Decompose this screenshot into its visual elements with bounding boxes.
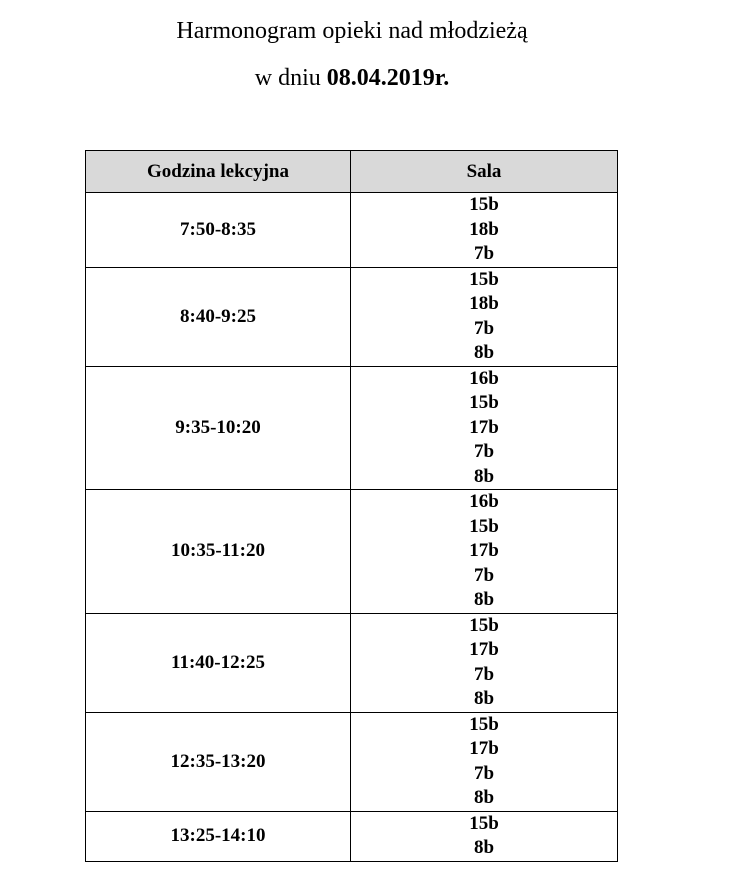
table-row (86, 366, 618, 490)
room-label: 8b (473, 787, 495, 808)
rooms-cell (351, 712, 618, 811)
rooms-cell (351, 490, 618, 614)
table-row (86, 712, 618, 811)
table-row (86, 490, 618, 614)
document-date-line (0, 64, 704, 92)
room-label: 7b (473, 441, 495, 462)
lesson-time-cell: 13:25-14:10 (86, 811, 351, 861)
room-label: 18b (469, 218, 499, 240)
room-label: 15b (469, 812, 499, 834)
lesson-time-cell: 7:50-8:35 (86, 193, 351, 268)
document-title: Harmonogram opieki nad młodzieżą (176, 18, 528, 44)
room-label: 7b (473, 564, 495, 586)
room-label: 17b (469, 639, 499, 660)
lesson-time-cell: 12:35-13:20 (86, 712, 351, 811)
room-label: 18b (469, 293, 499, 314)
column-header-room: Sala (351, 151, 618, 193)
room-label: 17b (469, 540, 499, 561)
table-row (86, 193, 618, 268)
rooms-cell (351, 267, 618, 366)
room-label: 15b (469, 194, 499, 215)
lesson-time-cell: 10:35-11:20 (86, 490, 351, 614)
date-value: 08.04.2019r. (326, 65, 450, 91)
room-label: 7b (473, 317, 495, 339)
room-label: 7b (473, 243, 495, 264)
rooms-cell (351, 811, 618, 861)
schedule-table (85, 150, 618, 862)
room-label: 17b (469, 416, 499, 438)
room-label: 16b (469, 491, 499, 512)
rooms-cell (351, 613, 618, 712)
schedule-body (86, 193, 618, 862)
table-header-row (86, 151, 618, 193)
room-label: 15b (469, 392, 499, 413)
table-row (86, 811, 618, 861)
lesson-time-cell: 9:35-10:20 (86, 366, 351, 490)
rooms-cell (351, 366, 618, 490)
lesson-time-cell: 8:40-9:25 (86, 267, 351, 366)
lesson-time-cell: 11:40-12:25 (86, 613, 351, 712)
room-label: 16b (469, 367, 499, 389)
room-label: 8b (473, 688, 495, 709)
room-label: 17b (469, 738, 499, 759)
table-row (86, 267, 618, 366)
room-label: 15b (469, 268, 499, 290)
room-label: 8b (473, 465, 495, 487)
room-label: 7b (473, 762, 495, 784)
room-label: 15b (469, 515, 499, 537)
room-label: 7b (473, 663, 495, 685)
column-header-time: Godzina lekcyjna (86, 151, 351, 193)
table-row (86, 613, 618, 712)
rooms-cell (351, 193, 618, 268)
room-label: 15b (469, 614, 499, 636)
room-label: 8b (473, 589, 495, 610)
date-prefix: w dniu (254, 65, 321, 91)
room-label: 8b (473, 837, 495, 858)
room-label: 8b (473, 342, 495, 363)
room-label: 15b (469, 713, 499, 735)
